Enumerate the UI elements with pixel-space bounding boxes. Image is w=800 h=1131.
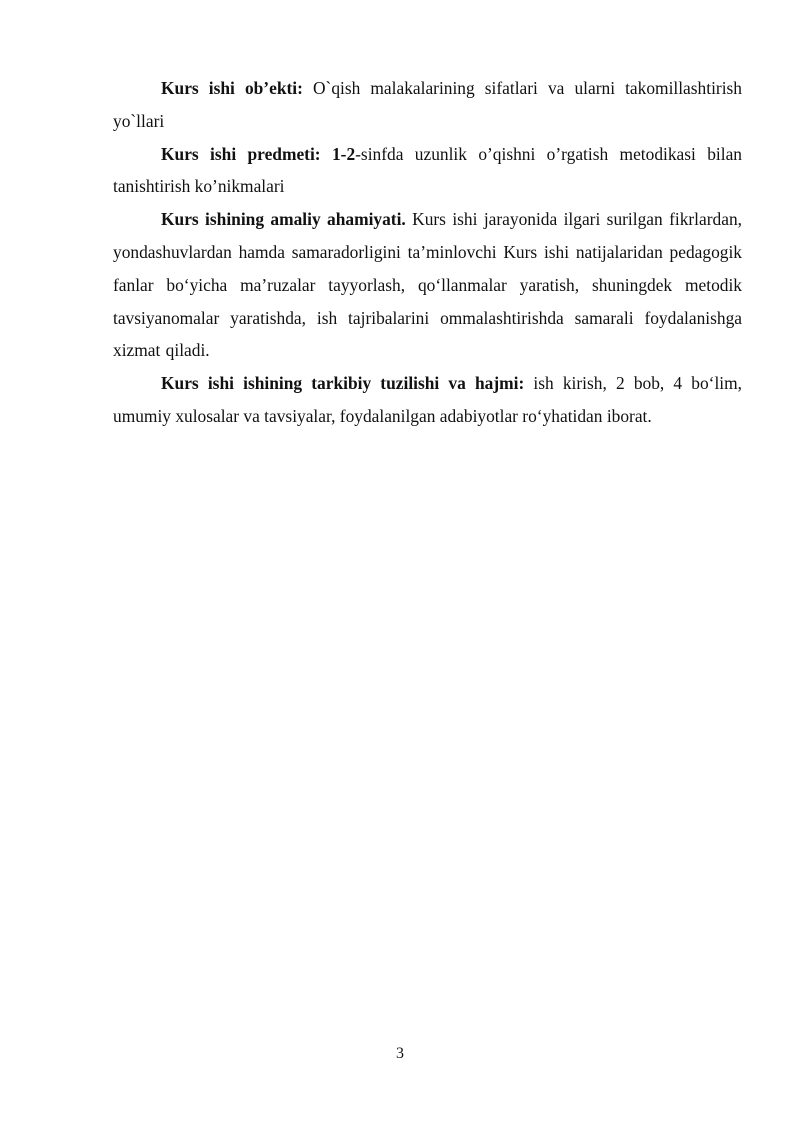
paragraph-heading: Kurs ishi predmeti: 1-2 xyxy=(161,143,356,164)
paragraph-heading: Kurs ishi ob’ekti: xyxy=(161,78,303,98)
paragraph-text: -sinfda uzunlik o’qishni o’rgatish metodikasi bilan tanishtirish ko’nikmalari xyxy=(113,143,742,197)
document-body xyxy=(113,72,742,433)
paragraph-text: O`qish malakalarining sifatlari va ularni takomillashtirish yo`llari xyxy=(113,78,742,131)
paragraph-course-object xyxy=(113,72,742,138)
paragraph-text: Kurs ishi jarayonida ilgari surilgan fikrlardan, yondashuvlardan hamda samaradorligini ta’minlovchi Kurs ishi natijalaridan pedagogik fanlar bo‘yicha ma’ruzalar tayyorlash, qo‘llanmalar yaratish, shuningdek metodik tavsiyanomalar yaratishda, ish tajribalarini ommalashtirishda samarali foydalanishga xizmat qiladi. xyxy=(113,209,742,361)
page-number: 3 xyxy=(396,1045,404,1062)
paragraph-structure-and-volume xyxy=(113,367,742,433)
paragraph-practical-significance xyxy=(113,203,742,367)
paragraph-text: ish kirish, 2 bob, 4 bo‘lim, umumiy xulosalar va tavsiyalar, foydalanilgan adabiyotlar ro‘yhatidan iborat. xyxy=(113,373,742,426)
paragraph-heading: Kurs ishining amaliy ahamiyati. xyxy=(161,209,406,230)
paragraph-course-subject xyxy=(113,138,742,204)
paragraph-heading: Kurs ishi ishining tarkibiy tuzilishi va hajmi: xyxy=(161,373,525,394)
